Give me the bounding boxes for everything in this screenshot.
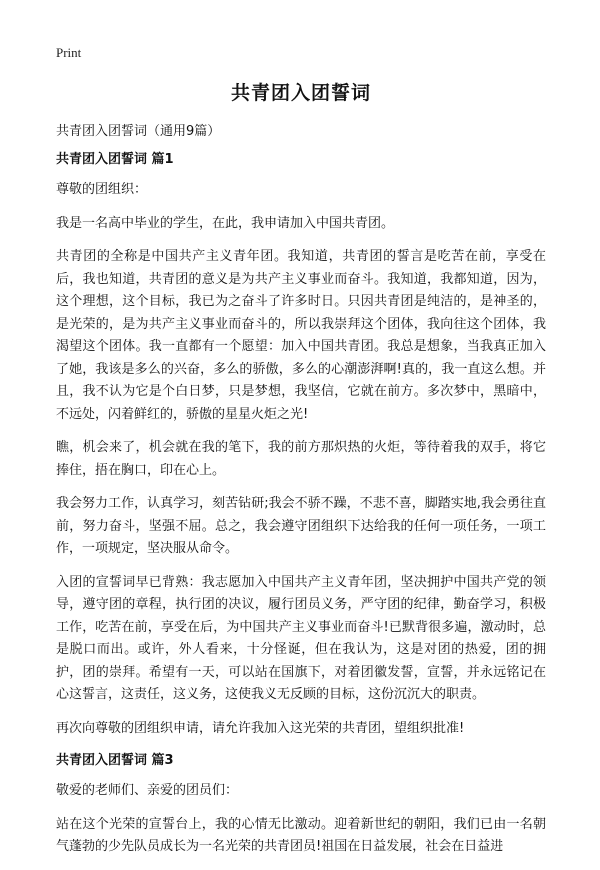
document-subtitle: 共青团入团誓词（通用9篇） (56, 124, 221, 139)
paragraph: 再次向尊敬的团组织申请，请允许我加入这光荣的共青团，望组织批准! (56, 720, 465, 736)
paragraph: 我是一名高中毕业的学生，在此，我申请加入中国共青团。 (56, 215, 395, 231)
paragraph: 尊敬的团组织： (56, 182, 148, 197)
print-link[interactable]: Print (56, 45, 82, 60)
paragraph: 站在这个光荣的宣誓台上，我的心情无比激动。迎着新世纪的朝阳，我们已由一名朝气蓬勃的少先队员成长为一名光荣的共青团员!祖国在日益发展，社会在日益进 (56, 816, 546, 854)
section-heading-1: 共青团入团誓词 篇1 (56, 152, 174, 167)
paragraph: 入团的宣誓词早已背熟：我志愿加入中国共产主义青年团，坚决拥护中国共产党的领导，遵守团的章程，执行团的决议，履行团员义务，严守团的纪律，勤奋学习，积极工作，吃苦在前，享受在后，为中国共产主义事业而奋斗!已默背很多遍，激动时，总是脱口而出。或许，外人看来，十分怪诞，但在我认为，这是对团的热爱，团的拥护，团的崇拜。希望有一天，可以站在国旗下，对着团徽发誓，宣誓，并永远铭记在心这誓言，这责任，这义务，这使我义无反顾的目标，这份沉沉大的职责。 (56, 574, 546, 702)
paragraph: 我会努力工作，认真学习，刻苦钻研;我会不骄不躁，不悲不喜，脚踏实地,我会勇往直前，努力奋斗，坚强不屈。总之，我会遵守团组织下达给我的任何一项任务，一项工作，一项规定，坚决服从命令。 (56, 496, 546, 556)
paragraph: 共青团的全称是中国共产主义青年团。我知道，共青团的誓言是吃苦在前，享受在后，我也知道，共青团的意义是为共产主义事业而奋斗。我知道，我都知道，因为，这个理想，这个目标，我已为之奋斗了许多时日。只因共青团是纯洁的，是神圣的，是光荣的，是为共产主义事业而奋斗的，所以我崇拜这个团体，我向往这个团体，我渴望这个团体。我一直都有一个愿望：加入中国共青团。我总是想象，当我真正加入了她，我该是多么的兴奋，多么的骄傲，多么的心潮澎湃啊!真的，我一直这么想。并且，我不认为它是个白日梦，只是梦想，我坚信，它就在前方。多次梦中，黑暗中，不远处，闪着鲜红的，骄傲的星星火炬之光! (56, 249, 546, 422)
document-body (56, 150, 546, 870)
section-heading-3: 共青团入团誓词 篇3 (56, 753, 174, 768)
paragraph: 敬爱的老师们、亲爱的团员们： (56, 783, 239, 798)
document-title: 共青团入团誓词 (230, 82, 371, 104)
paragraph: 瞧，机会来了，机会就在我的笔下，我的前方那炽热的火炬，等待着我的双手，将它捧住，捂在胸口，印在心上。 (56, 440, 546, 478)
